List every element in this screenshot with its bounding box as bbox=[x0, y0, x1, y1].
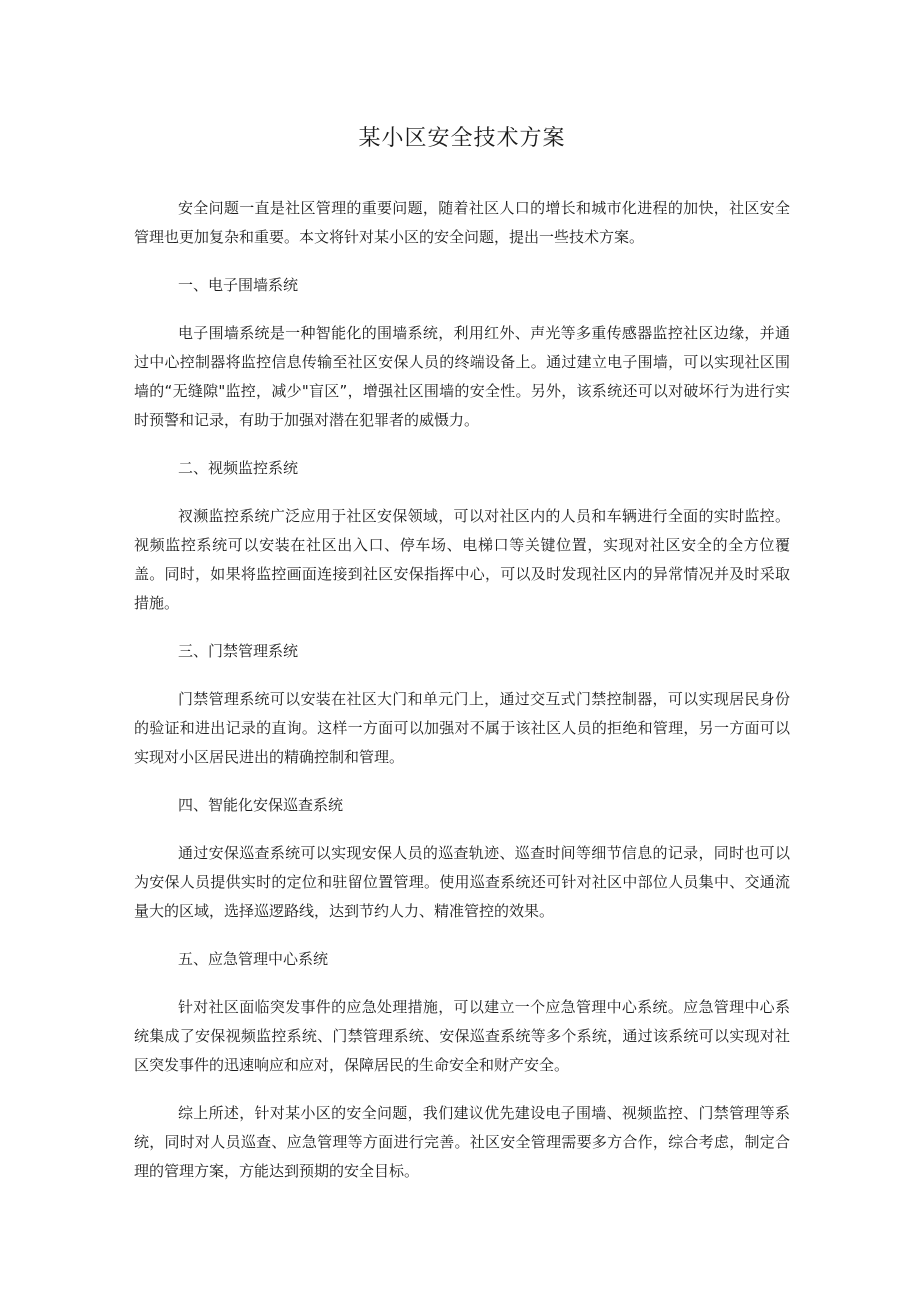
section-heading-patrol-system: 四、智能化安保巡查系统 bbox=[178, 796, 344, 814]
conclusion-paragraph: 综上所述，针对某小区的安全问题，我们建议优先建设电子围墙、视频监控、门禁管理等系统，同时对人员巡查、应急管理等方面进行完善。社区安全管理需要多方合作，综合考虑，制定合理的管理方案，方能达到预期的安全目标。 bbox=[134, 1104, 790, 1180]
section-body-access-control: 门禁管理系统可以安装在社区大门和单元门上，通过交互式门禁控制器，可以实现居民身份的验证和进出记录的直询。这样一方面可以加强对不属于该社区人员的拒绝和管理，另一方面可以实现对小区居民进出的精确控制和管理。 bbox=[134, 690, 790, 766]
section-heading-access-control: 三、门禁管理系统 bbox=[178, 642, 299, 660]
intro-paragraph: 安全问题一直是社区管理的重要问题，随着社区人口的增长和城市化进程的加快，社区安全管理也更加复杂和重要。本文将针对某小区的安全问题，提出一些技术方案。 bbox=[134, 199, 790, 246]
section-heading-electronic-fence: 一、电子围墙系统 bbox=[178, 276, 299, 294]
section-body-video-surveillance: 衩濒监控系统广泛应用于社区安保领域，可以对社区内的人员和车辆进行全面的实时监控。视频监控系统可以安装在社区出入口、停车场、电梯口等关键位置，实现对社区安全的全方位覆盖。同时，如果将监控画面连接到社区安保指挥中心，可以及时发现社区内的异常情况并及时采取措施。 bbox=[134, 507, 790, 612]
document-page bbox=[134, 120, 790, 1205]
section-heading-video-surveillance: 二、视频监控系统 bbox=[178, 459, 299, 477]
section-heading-emergency-center: 五、应急管理中心系统 bbox=[178, 950, 329, 968]
section-body-patrol-system: 通过安保巡查系统可以实现安保人员的巡查轨迹、巡查时间等细节信息的记录，同时也可以为安保人员提供实时的定位和驻留位置管理。使用巡查系统还可针对社区中部位人员集中、交通流量大的区域，选择巡逻路线，达到节约人力、精准管控的效果。 bbox=[134, 844, 790, 920]
section-body-electronic-fence: 电子围墙系统是一种智能化的围墙系统，利用红外、声光等多重传感器监控社区边缘，并通过中心控制器将监控信息传输至社区安保人员的终端设备上。通过建立电子围墙，可以实现社区围墙的“无缝隙"监控，减少"盲区”，增强社区围墙的安全性。另外，该系统还可以对破坏行为进行实时预警和记录，有助于加强对潜在犯罪者的威慑力。 bbox=[134, 324, 790, 429]
section-body-emergency-center: 针对社区面临突发事件的应急处理措施，可以建立一个应急管理中心系统。应急管理中心系统集成了安保视频监控系统、门禁管理系统、安保巡查系统等多个系统，通过该系统可以实现对社区突发事件的迅速响应和应对，保障居民的生命安全和财产安全。 bbox=[134, 998, 790, 1074]
document-title: 某小区安全技术方案 bbox=[358, 126, 566, 151]
